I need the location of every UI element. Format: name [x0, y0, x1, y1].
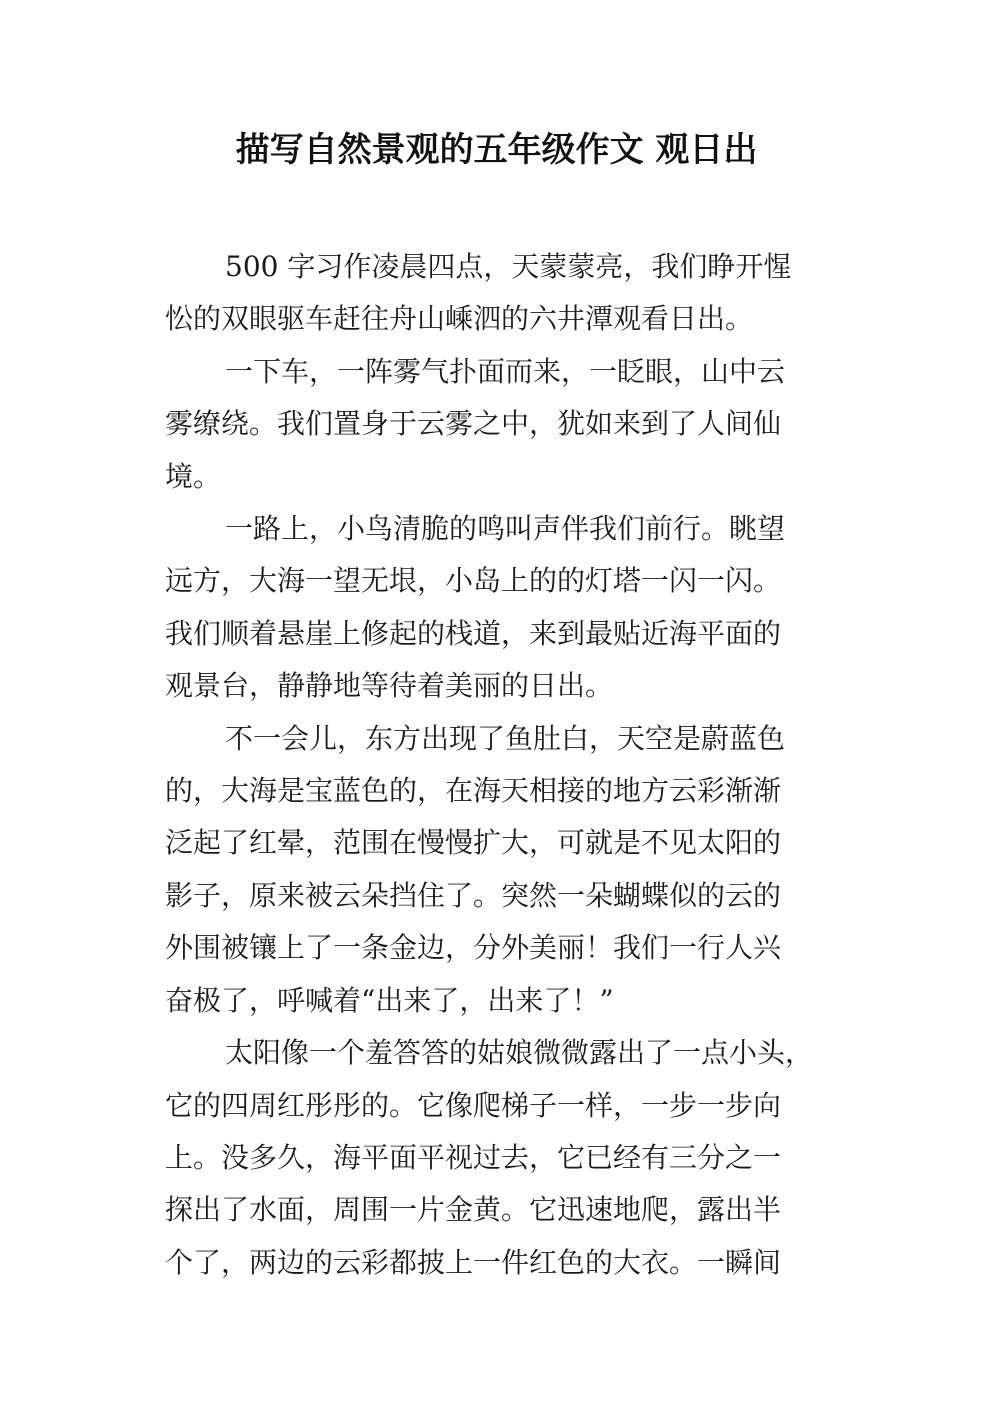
text-line: 500 字习作凌晨四点，天蒙蒙亮，我们睁开惺 [225, 250, 792, 283]
document-body [165, 241, 837, 1289]
text-line: 个了，两边的云彩都披上一件红色的大衣。一瞬间 [165, 1245, 782, 1279]
text-line: 远方，大海一望无垠，小岛上的的灯塔一闪一闪。 [165, 564, 782, 598]
text-line: 雾缭绕。我们置身于云雾之中，犹如来到了人间仙 [165, 407, 782, 441]
paragraph-3 [165, 503, 837, 713]
text-line: 影子，原来被云朵挡住了。突然一朵蝴蝶似的云的 [165, 878, 782, 912]
text-line: 境。 [165, 459, 222, 493]
text-line: 一路上，小鸟清脆的鸣叫声伴我们前行。眺望 [225, 512, 786, 546]
text-line: 泛起了红晕，范围在慢慢扩大，可就是不见太阳的 [165, 826, 782, 860]
paragraph-4 [165, 713, 837, 1027]
text-line: 上。没多久，海平面平视过去，它已经有三分之一 [165, 1140, 782, 1174]
text-line: 奋极了，呼喊着“出来了，出来了！” [165, 983, 614, 1017]
text-line: 忪的双眼驱车赶往舟山嵊泗的六井潭观看日出。 [165, 302, 754, 336]
text-line: 观景台，静静地等待着美丽的日出。 [165, 669, 614, 703]
text-line: 太阳像一个羞答答的姑娘微微露出了一点小头， [225, 1036, 814, 1070]
paragraph-5 [165, 1027, 837, 1289]
text-line: 它的四周红彤彤的。它像爬梯子一样，一步一步向 [165, 1088, 782, 1122]
text-line: 外围被镶上了一条金边，分外美丽！我们一行人兴 [165, 931, 782, 965]
text-line: 一下车，一阵雾气扑面而来，一眨眼，山中云 [225, 354, 786, 388]
paragraph-1 [165, 241, 837, 346]
document-title: 描写自然景观的五年级作文 观日出 [235, 130, 758, 170]
text-line: 的，大海是宝蓝色的，在海天相接的地方云彩渐渐 [165, 774, 782, 808]
text-line: 探出了水面，周围一片金黄。它迅速地爬，露出半 [165, 1193, 782, 1227]
text-line: 我们顺着悬崖上修起的栈道，来到最贴近海平面的 [165, 616, 782, 650]
text-line: 不一会儿，东方出现了鱼肚白，天空是蔚蓝色 [225, 721, 786, 755]
paragraph-2 [165, 346, 837, 503]
